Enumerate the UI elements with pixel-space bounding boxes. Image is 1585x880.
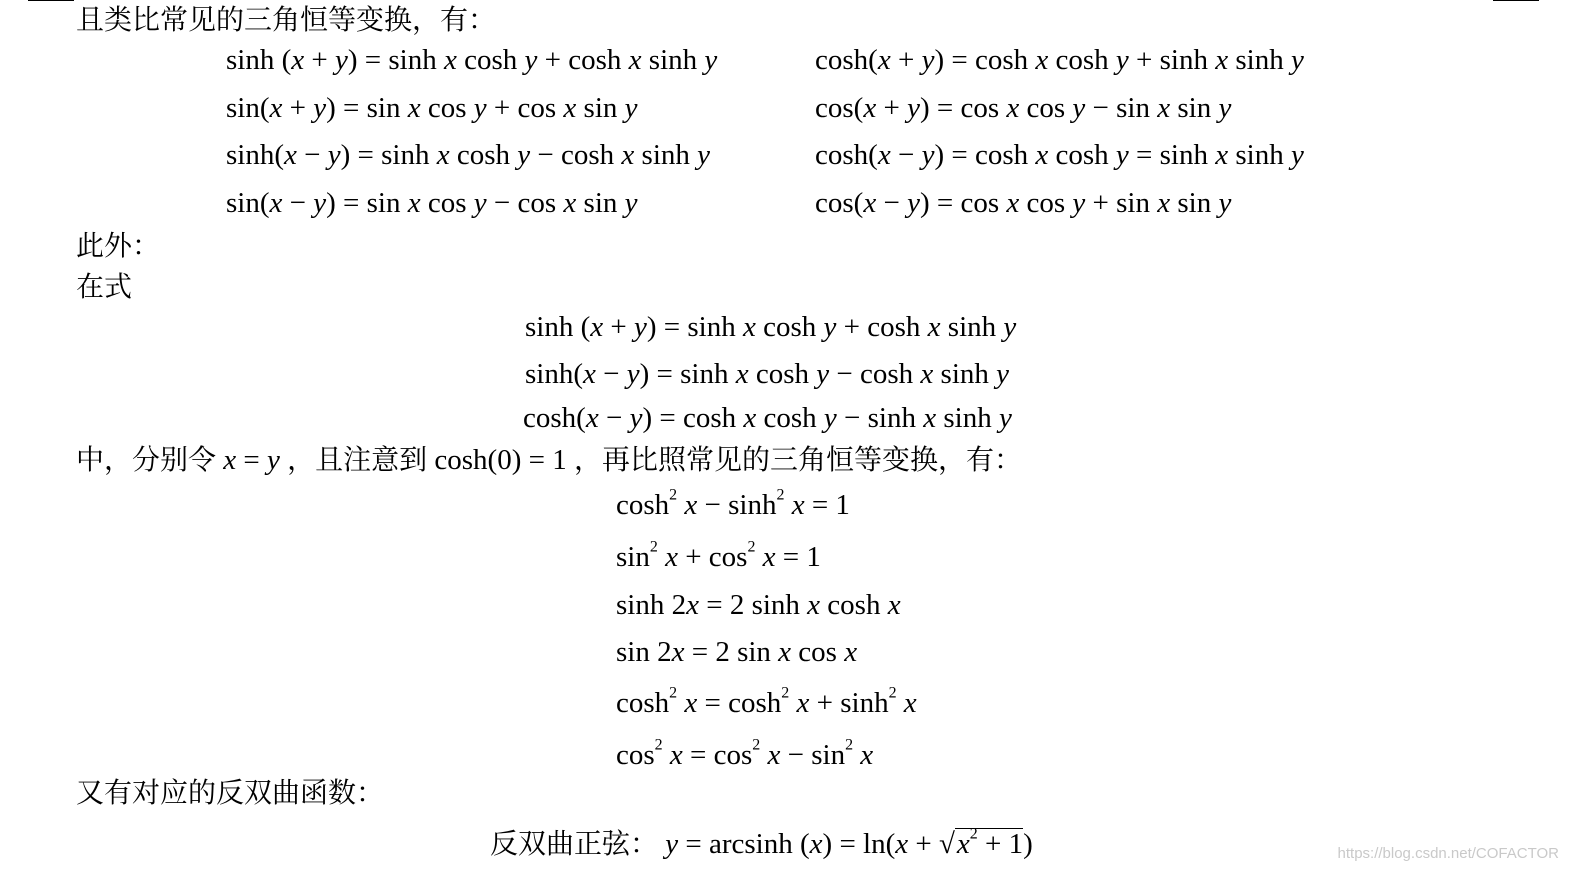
result-6: $\cos^2 x = \cos^2 x - \sin^2 x$ bbox=[616, 736, 874, 771]
identity-right-3: cosh(x − y) = cosh x cosh y = sinh x sinh y bbox=[815, 139, 1304, 171]
substitution-text-a: 中，分别令 bbox=[76, 443, 217, 476]
result-1: $\cosh^2 x - \sinh^2 x = 1$ bbox=[616, 486, 850, 521]
result-4: sin 2x = 2 sin x cos x bbox=[616, 636, 858, 668]
identity-left-3: sinh(x − y) = sinh x cosh y − cosh x sinh y bbox=[226, 139, 710, 171]
result-3: sinh 2x = 2 sinh x cosh x bbox=[616, 589, 901, 621]
identity-left-2: sin(x + y) = sin x cos y + cos x sin y bbox=[226, 92, 638, 124]
substitution-text-c: ，再比照常见的三角恒等变换，有： bbox=[573, 443, 1022, 476]
substitution-text-b: ，且注意到 bbox=[287, 443, 428, 476]
arcsinh-formula: 反双曲正弦： y = arcsinh $(x) = \ln(x + √x^2 + 1)$ bbox=[490, 825, 1033, 860]
identity-right-1: cosh(x + y) = cosh x cosh y + sinh x sinh y bbox=[815, 44, 1304, 76]
watermark: https://blog.csdn.net/COFACTOR bbox=[1337, 845, 1559, 862]
result-2: $\sin^2 x + \cos^2 x = 1$ bbox=[616, 538, 821, 573]
in-formula-line: 在式 bbox=[76, 270, 133, 303]
identity-left-4: sin(x − y) = sin x cos y − cos x sin y bbox=[226, 187, 638, 219]
top-left-rule bbox=[28, 0, 74, 1]
arcsinh-label: 反双曲正弦： bbox=[490, 827, 659, 860]
besides-line: 此外： bbox=[76, 229, 161, 262]
center-formula-3: cosh(x − y) = cosh x cosh y − sinh x sinh y bbox=[523, 402, 1012, 434]
identity-right-2: cos(x + y) = cos x cos y − sin x sin y bbox=[815, 92, 1232, 124]
identity-right-4: cos(x − y) = cos x cos y + sin x sin y bbox=[815, 187, 1232, 219]
identity-left-1: sinh (x + y) = sinh x cosh y + cosh x sinh y bbox=[226, 44, 718, 76]
inverse-functions-line: 又有对应的反双曲函数： bbox=[76, 776, 385, 809]
substitution-line bbox=[76, 443, 1022, 476]
inline-x-equals-y: x = y bbox=[223, 444, 280, 476]
inline-cosh0: cosh(0) = 1 bbox=[434, 444, 567, 476]
center-formula-1: sinh (x + y) = sinh x cosh y + cosh x sinh y bbox=[525, 311, 1017, 343]
result-5: $\cosh^2 x = \cosh^2 x + \sinh^2 x$ bbox=[616, 684, 917, 719]
intro-line: 且类比常见的三角恒等变换，有： bbox=[76, 3, 497, 36]
top-right-rule bbox=[1493, 0, 1539, 1]
center-formula-2: sinh(x − y) = sinh x cosh y − cosh x sinh y bbox=[525, 358, 1009, 390]
